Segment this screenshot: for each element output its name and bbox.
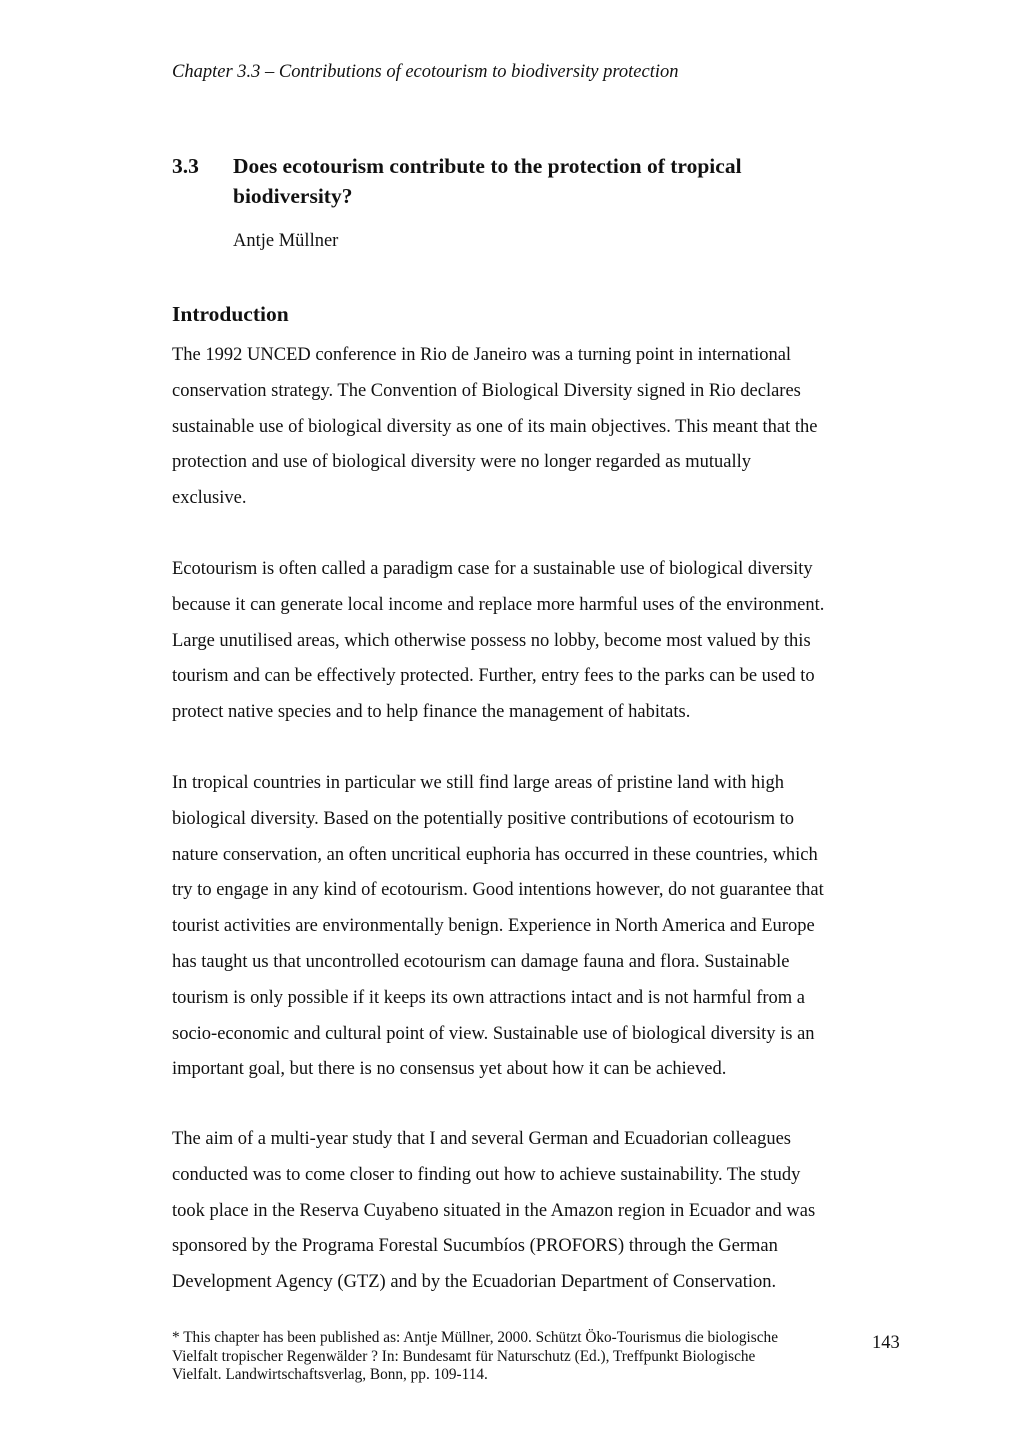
text-line: Large unutilised areas, which otherwise possess no lobby, become most valued by this [172,630,811,651]
page-number: 143 [872,1333,900,1353]
text-line: conducted was to come closer to finding out how to achieve sustainability. The study [172,1164,801,1185]
paragraph-4 [172,1122,815,1301]
text-line: tourism is only possible if it keeps its own attractions intact and is not harmful from a [172,987,806,1008]
text-line: exclusive. [172,488,247,509]
running-head: Chapter 3.3 – Contributions of ecotourism to biodiversity protection [172,62,679,82]
introduction-heading: Introduction [172,302,289,326]
text-line: In tropical countries in particular we still find large areas of pristine land with high [172,773,785,793]
section-title-line: biodiversity? [233,184,353,208]
footnote-line: Vielfalt. Landwirtschaftsverlag, Bonn, pp. 109-114. [172,1366,488,1383]
footnote [172,1329,778,1385]
paragraph-1 [172,338,817,517]
text-line: protection and use of biological diversity were no longer regarded as mutually [172,452,751,473]
footnote-line: Vielfalt tropischer Regenwälder ? In: Bundesamt für Naturschutz (Ed.), Treffpunkt Biologische [172,1347,756,1365]
text-line: Development Agency (GTZ) and by the Ecuadorian Department of Conservation. [172,1272,777,1293]
text-line: The aim of a multi-year study that I and several German and Ecuadorian colleagues [172,1129,791,1149]
text-line: important goal, but there is no consensus yet about how it can be achieved. [172,1059,727,1080]
author-name: Antje Müllner [233,231,339,251]
text-line: biological diversity. Based on the potentially positive contributions of ecotourism to [172,808,795,829]
section-title-text [233,151,742,211]
section-number: 3.3 [172,154,199,178]
text-line: conservation strategy. The Convention of Biological Diversity signed in Rio declares [172,380,801,401]
text-line: Ecotourism is often called a paradigm case for a sustainable use of biological diversity [172,559,813,579]
text-line: sponsored by the Programa Forestal Sucumbíos (PROFORS) through the German [172,1236,778,1257]
text-line: socio-economic and cultural point of view. Sustainable use of biological diversity is an [172,1023,815,1044]
text-line: because it can generate local income and replace more harmful uses of the environment. [172,594,825,615]
text-line: took place in the Reserva Cuyabeno situated in the Amazon region in Ecuador and was [172,1200,816,1221]
text-line: sustainable use of biological diversity as one of its main objectives. This meant that the [172,416,818,437]
paragraph-3 [172,766,824,1088]
section-title-line: Does ecotourism contribute to the protection of tropical [233,154,742,178]
paragraph-2 [172,552,824,731]
text-line: tourist activities are environmentally benign. Experience in North America and Europe [172,916,815,937]
footnote-line: * This chapter has been published as: Antje Müllner, 2000. Schützt Öko-Tourismus die biologische [172,1329,778,1346]
text-line: protect native species and to help finance the management of habitats. [172,702,691,723]
text-line: has taught us that uncontrolled ecotourism can damage fauna and flora. Sustainable [172,951,790,972]
text-line: The 1992 UNCED conference in Rio de Janeiro was a turning point in international [172,345,792,365]
text-line: try to engage in any kind of ecotourism. Good intentions however, do not guarantee that [172,880,824,901]
text-line: tourism and can be effectively protected. Further, entry fees to the parks can be used to [172,666,815,687]
text-line: nature conservation, an often uncritical euphoria has occurred in these countries, which [172,844,818,865]
